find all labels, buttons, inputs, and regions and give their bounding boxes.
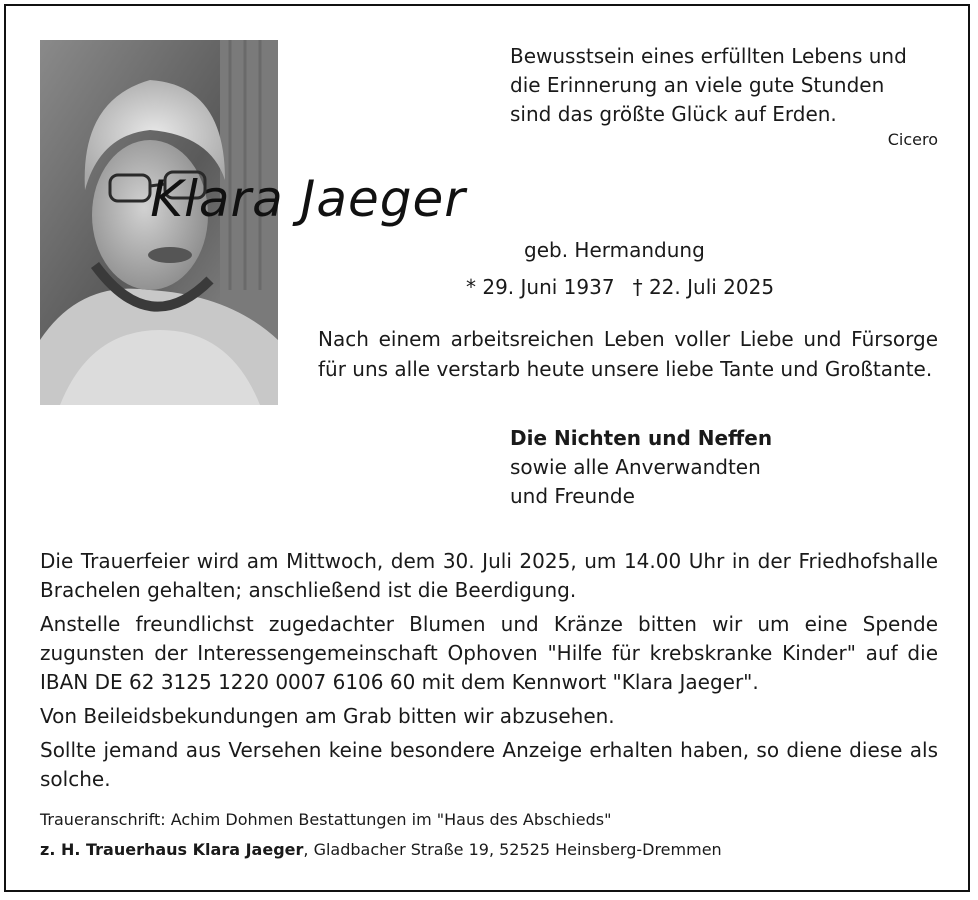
deceased-name-text: Klara Jaeger	[150, 170, 466, 228]
announcement-text: Nach einem arbeitsreichen Leben voller Liebe und Fürsorge für uns alle verstarb heute unsere liebe Tante und Großtante.	[318, 327, 938, 381]
address-line-2	[40, 835, 938, 865]
mourners-line: sowie alle Anverwandten	[510, 455, 761, 479]
address-line-1: Traueranschrift: Achim Dohmen Bestattungen im "Haus des Abschieds"	[40, 810, 612, 829]
mourning-address	[40, 805, 938, 865]
born-name: geb. Hermandung	[524, 238, 705, 262]
quote-line: sind das größte Glück auf Erden.	[510, 102, 837, 126]
details	[40, 547, 938, 799]
address-street: , Gladbacher Straße 19, 52525 Heinsberg-Dremmen	[303, 840, 722, 859]
funeral-paragraph: Die Trauerfeier wird am Mittwoch, dem 30. Juli 2025, um 14.00 Uhr in der Friedhofshalle Brachelen gehalten; anschließend ist die Beerdigung.	[40, 549, 938, 602]
quote-author: Cicero	[887, 130, 938, 149]
notice-paragraph: Sollte jemand aus Versehen keine besondere Anzeige erhalten haben, so diene diese als solche.	[40, 738, 938, 791]
address-recipient: z. H. Trauerhaus Klara Jaeger	[40, 840, 304, 859]
donation-paragraph: Anstelle freundlichst zugedachter Blumen und Kränze bitten wir um eine Spende zugunsten der Interessengemeinschaft Ophoven "Hilfe für krebskranke Kinder" auf die IBAN DE 62 3125 1220 0007 6106 60 mit dem Kennwort "Klara Jaeger".	[40, 612, 938, 694]
death-date: † 22. Juli 2025	[632, 275, 775, 299]
mourners-primary: Die Nichten und Neffen	[510, 426, 773, 450]
birth-date: * 29. Juni 1937	[466, 275, 615, 299]
mourners	[510, 424, 772, 511]
quote-line: Bewusstsein eines erfüllten Lebens und	[510, 44, 907, 68]
quote	[510, 42, 950, 129]
life-dates	[466, 275, 774, 299]
mourners-line: und Freunde	[510, 484, 635, 508]
quote-line: die Erinnerung an viele gute Stunden	[510, 73, 885, 97]
condolence-paragraph: Von Beileidsbekundungen am Grab bitten wir abzusehen.	[40, 704, 615, 728]
deceased-name	[0, 170, 978, 228]
